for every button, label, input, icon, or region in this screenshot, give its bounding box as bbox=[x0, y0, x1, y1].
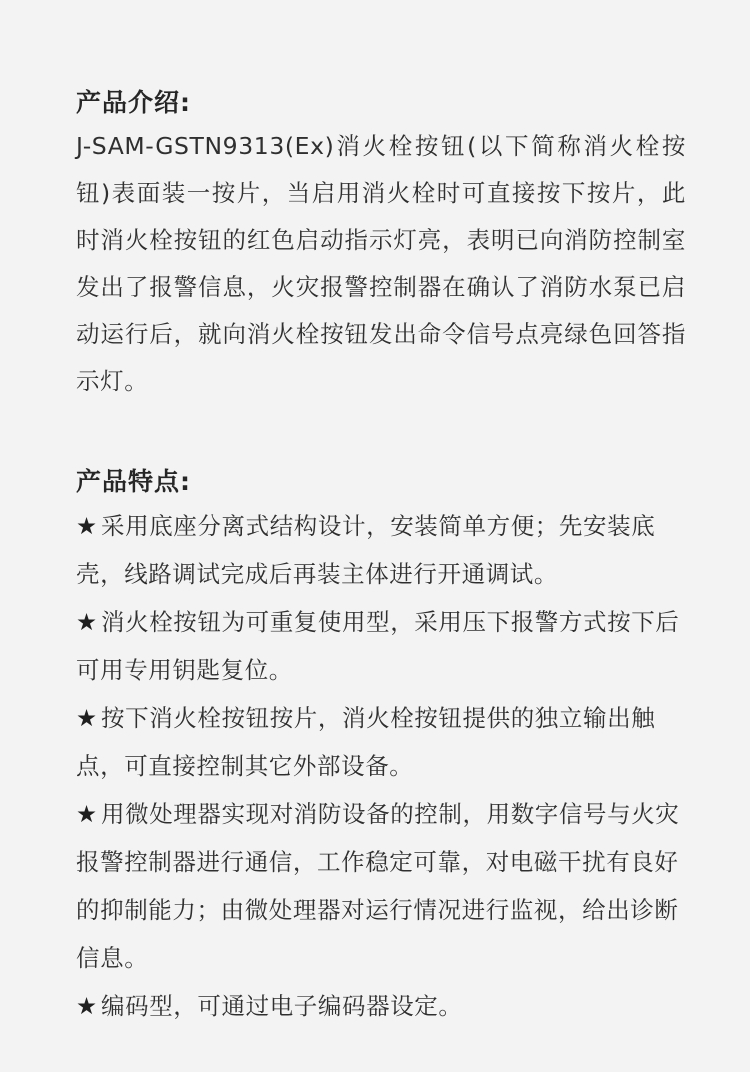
intro-heading: 产品介绍: bbox=[76, 88, 191, 117]
feature-text: 编码型，可通过电子编码器设定。 bbox=[101, 992, 463, 1020]
feature-item bbox=[76, 502, 686, 598]
star-icon: ★ bbox=[76, 608, 98, 636]
feature-text: 采用底座分离式结构设计，安装简单方便；先安装底壳，线路调试完成后再装主体进行开通调试。 bbox=[76, 512, 656, 588]
feature-item bbox=[76, 790, 686, 982]
feature-item bbox=[76, 598, 686, 694]
star-icon: ★ bbox=[76, 704, 98, 732]
star-icon: ★ bbox=[76, 800, 98, 828]
feature-item bbox=[76, 694, 686, 790]
feature-text: 按下消火栓按钮按片，消火栓按钮提供的独立输出触点，可直接控制其它外部设备。 bbox=[76, 704, 656, 780]
feature-text: 用微处理器实现对消防设备的控制，用数字信号与火灾报警控制器进行通信，工作稳定可靠，对电磁干扰有良好的抑制能力；由微处理器对运行情况进行监视，给出诊断信息。 bbox=[76, 800, 680, 972]
intro-text: J-SAM-GSTN9313(Ex)消火栓按钮(以下简称消火栓按钮)表面装一按片，当启用消火栓时可直接按下按片，此时消火栓按钮的红色启动指示灯亮，表明已向消防控制室发出了报警信息，火灾报警控制器在确认了消防水泵已启动运行后，就向消火栓按钮发出命令信号点亮绿色回答指示灯。 bbox=[76, 132, 686, 395]
feature-item bbox=[76, 982, 686, 1030]
features-heading: 产品特点: bbox=[76, 467, 191, 496]
star-icon: ★ bbox=[76, 512, 98, 540]
features-section bbox=[76, 463, 686, 1030]
star-icon: ★ bbox=[76, 992, 98, 1020]
intro-section bbox=[76, 84, 686, 405]
feature-text: 消火栓按钮为可重复使用型，采用压下报警方式按下后可用专用钥匙复位。 bbox=[76, 608, 680, 684]
